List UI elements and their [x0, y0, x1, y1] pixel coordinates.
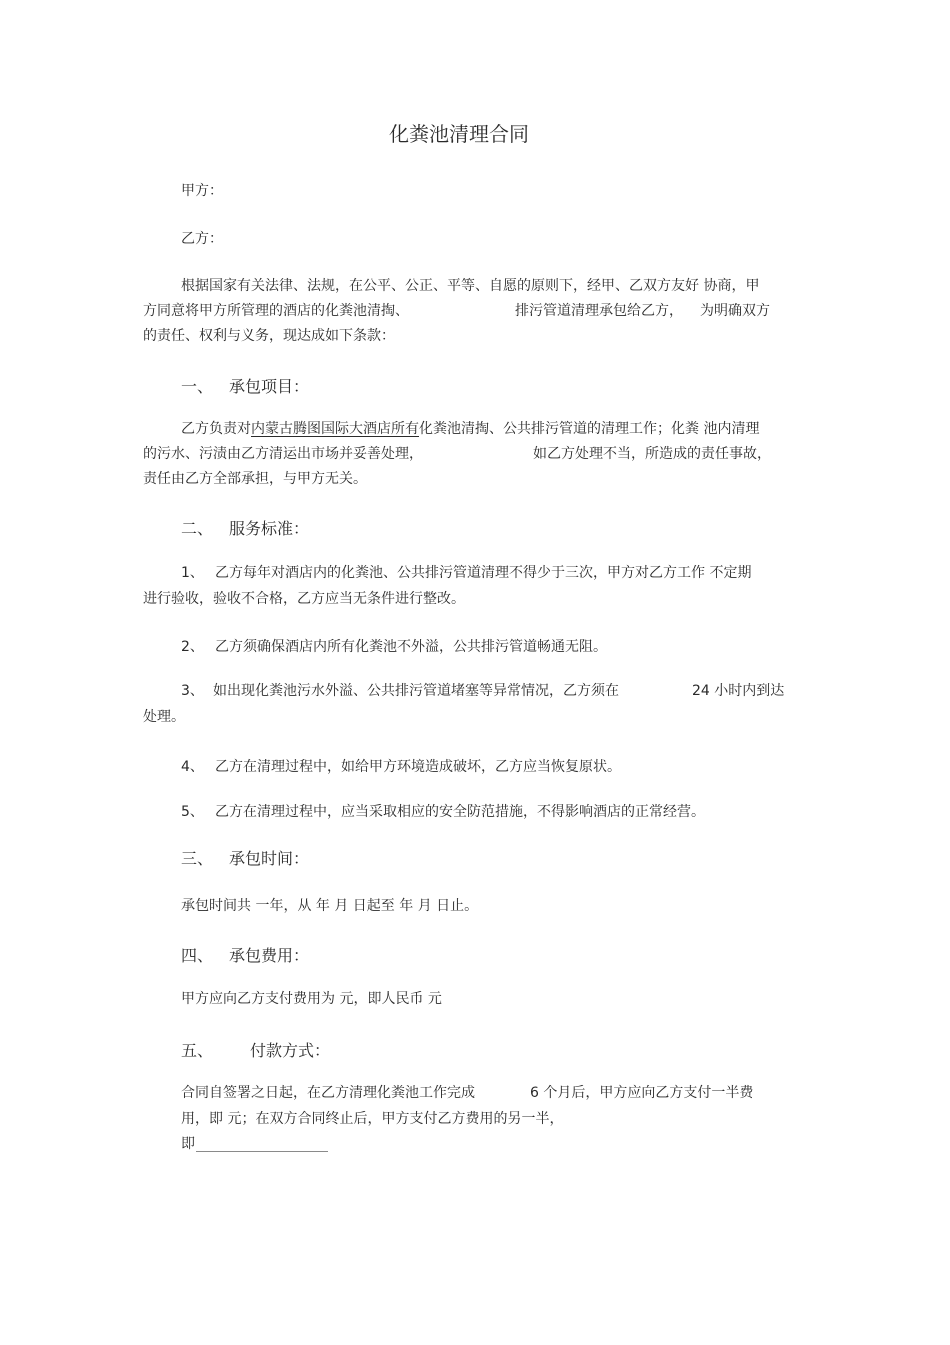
item-3-line-2: 处理。 [143, 709, 185, 725]
intro-line-2c: 为明确双方 [700, 303, 770, 319]
intro-line-2a: 方同意将甲方所管理的酒店的化粪池清掏、 [143, 303, 409, 319]
item-3-number: 3、 [181, 683, 204, 699]
party-a-label: 甲方： [181, 183, 223, 199]
section-5-line-1b: 6 个月后，甲方应向乙方支付一半费 [530, 1085, 754, 1101]
section-1-line-2a: 的污水、污渍由乙方清运出市场并妥善处理， [143, 446, 423, 462]
section-5-number: 五、 [181, 1041, 214, 1060]
intro-line-3: 的责任、权利与义务，现达成如下条款： [143, 328, 395, 344]
section-2-number: 二、 [181, 519, 214, 538]
section-1-title: 承包项目： [229, 377, 310, 396]
section-1-line-3: 责任由乙方全部承担，与甲方无关。 [143, 471, 367, 487]
intro-line-1: 根据国家有关法律、法规，在公平、公正、平等、自愿的原则下，经甲、乙双方友好 协商，甲 [181, 278, 760, 294]
item-4-line-1: 乙方在清理过程中，如给甲方环境造成破坏，乙方应当恢复原状。 [215, 759, 621, 775]
section-2-title: 服务标准： [229, 519, 310, 538]
section-1-line-2b: 如乙方处理不当，所造成的责任事故， [533, 446, 771, 462]
item-3-line-1: 如出现化粪池污水外溢、公共排污管道堵塞等异常情况，乙方须在 [213, 683, 619, 699]
section-4-title: 承包费用： [229, 946, 310, 965]
section-5-line-2: 用，即 元；在双方合同终止后，甲方支付乙方费用的另一半， [181, 1111, 564, 1127]
item-2-line-1: 乙方须确保酒店内所有化粪池不外溢，公共排污管道畅通无阻。 [215, 639, 607, 655]
section-3-number: 三、 [181, 849, 214, 868]
section-5-line-1a: 合同自签署之日起，在乙方清理化粪池工作完成 [181, 1085, 475, 1101]
item-1-line-1: 乙方每年对酒店内的化粪池、公共排污管道清理不得少于三次，甲方对乙方工作 不定期 [215, 565, 752, 581]
section-5-line-3: 即 [181, 1136, 195, 1152]
intro-line-2b: 排污管道清理承包给乙方， [515, 303, 683, 319]
section-1-line-1c: 化粪池清掏、公共排污管道的清理工作；化粪 池内清理 [419, 421, 760, 437]
item-3-line-1b: 24 小时内到达 [692, 683, 785, 699]
fill-in-blank-line [196, 1151, 328, 1152]
item-4-number: 4、 [181, 759, 204, 775]
section-4-number: 四、 [181, 946, 214, 965]
item-5-number: 5、 [181, 804, 204, 820]
section-4-line-1: 甲方应向乙方支付费用为 元，即人民币 元 [181, 991, 442, 1007]
contract-title: 化粪池清理合同 [389, 122, 529, 146]
party-b-label: 乙方： [181, 231, 223, 247]
item-5-line-1: 乙方在清理过程中，应当采取相应的安全防范措施，不得影响酒店的正常经营。 [215, 804, 705, 820]
section-3-title: 承包时间： [229, 849, 310, 868]
hotel-name: 内蒙古腾图国际大酒店所有 [251, 421, 419, 437]
item-1-line-2: 进行验收，验收不合格，乙方应当无条件进行整改。 [143, 591, 465, 607]
section-5-title: 付款方式： [250, 1041, 331, 1060]
item-2-number: 2、 [181, 639, 204, 655]
section-1-line-1 [181, 422, 759, 436]
section-1-number: 一、 [181, 377, 214, 396]
section-3-line-1: 承包时间共 一年，从 年 月 日起至 年 月 日止。 [181, 898, 479, 914]
section-1-line-1a: 乙方负责对 [181, 421, 251, 437]
item-1-number: 1、 [181, 565, 204, 581]
